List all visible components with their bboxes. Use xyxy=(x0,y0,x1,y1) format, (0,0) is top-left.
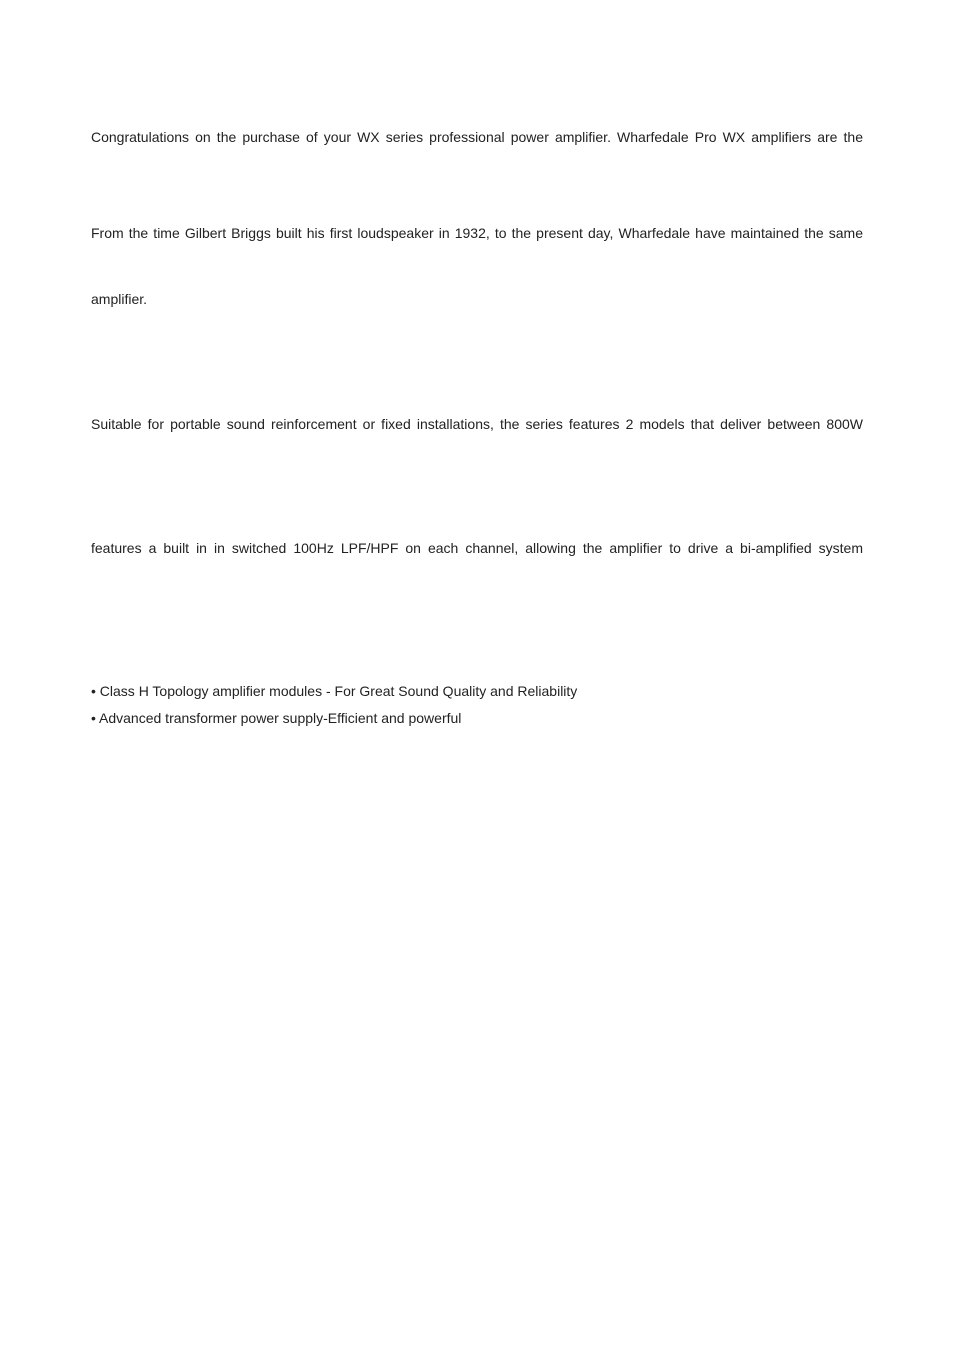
history-paragraph-line: From the time Gilbert Briggs built his first loudspeaker in 1932, to the present day, Wharfedale have maintained the same xyxy=(91,225,863,241)
feature-bullet-item: • Advanced transformer power supply-Efficient and powerful xyxy=(91,710,462,726)
application-paragraph-line: Suitable for portable sound reinforcement or fixed installations, the series features 2 models that deliver between 800W xyxy=(91,416,863,432)
feature-bullet-item: • Class H Topology amplifier modules - For Great Sound Quality and Reliability xyxy=(91,683,578,699)
intro-paragraph-line: Congratulations on the purchase of your WX series professional power amplifier. Wharfedale Pro WX amplifiers are the xyxy=(91,129,863,145)
features-paragraph-line: features a built in in switched 100Hz LPF/HPF on each channel, allowing the amplifier to drive a bi-amplified system xyxy=(91,540,863,556)
history-paragraph-end-line: amplifier. xyxy=(91,291,148,307)
